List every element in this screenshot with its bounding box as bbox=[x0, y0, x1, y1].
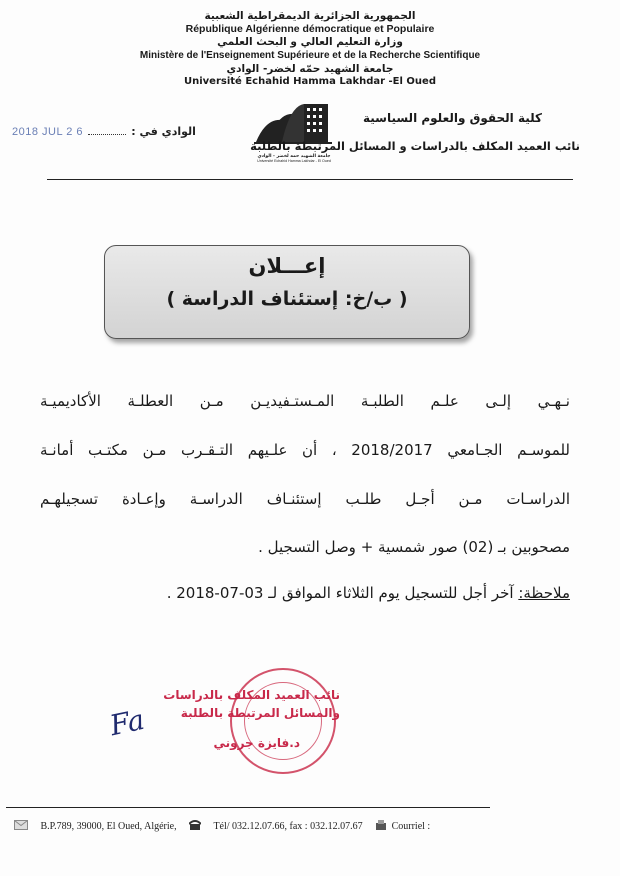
footer-tel-fax: Tél/ 032.12.07.66, fax : 032.12.07.67 bbox=[213, 820, 363, 832]
footer-email-label: Courriel : bbox=[391, 820, 431, 832]
announcement-subtitle: ( ب/خ: إستئناف الدراسة ) bbox=[166, 288, 408, 310]
logo-caption-arabic: جامعة الشهيد حمه لخضر - الوادي bbox=[257, 154, 331, 159]
vice-dean-office: نائب العميد المكلف بالدراسات و المسائل المرتبطة بالطلبة bbox=[250, 139, 580, 153]
announcement-box bbox=[104, 245, 470, 339]
logo-caption-french: Université Echahid Hamma Lakhdar - El Oued bbox=[257, 159, 331, 163]
footer-address: B.P.789, 39000, El Oued, Algérie, bbox=[40, 820, 177, 832]
republic-french: République Algérienne démocratique et Populaire bbox=[185, 23, 435, 35]
ministry-arabic: وزارة التعليم العالي و البحث العلمي bbox=[217, 36, 403, 48]
fax-icon bbox=[375, 820, 387, 833]
republic-arabic: الجمهورية الجزائرية الديمقراطية الشعبية bbox=[204, 10, 416, 22]
date-stamp: 2018 JUL 2 6 bbox=[12, 126, 84, 138]
body-line-1: نـهـي إلـى علـم الطلبـة المـستـفيديـن مـن العطلـة الأكاديميـة bbox=[40, 392, 570, 410]
body-line-2: للموسـم الجـامعي 2018/2017 ، أن علـيهم التـقـرب مـن مكتـب أمانـة bbox=[40, 441, 570, 459]
signature-block bbox=[80, 660, 340, 770]
note-line bbox=[40, 584, 570, 602]
signatory-name: د.فايزة جروني bbox=[213, 736, 300, 750]
note-label: ملاحظة: bbox=[518, 584, 570, 602]
note-text: آخر أجل للتسجيل يوم الثلاثاء الموافق لـ 03-07-2018 . bbox=[166, 584, 519, 602]
body-line-3: الدراسـات مـن أجـل طلـب إستئنـاف الدراسـة وإعـادة تسجيلهـم bbox=[40, 490, 570, 508]
signature-title-line-1: نائب العميد المكلف بالدراسات bbox=[163, 688, 340, 702]
body-line-4: مصحوبين بـ (02) صور شمسية + وصل التسجيل . bbox=[258, 538, 570, 556]
footer-divider bbox=[6, 807, 490, 808]
university-arabic: جامعة الشهيد حمّه لخضر- الوادي bbox=[226, 63, 394, 75]
date-line bbox=[12, 120, 196, 139]
faculty-name: كلية الحقوق والعلوم السياسية bbox=[362, 111, 542, 125]
phone-icon bbox=[189, 820, 201, 833]
envelope-icon bbox=[14, 820, 28, 833]
ministry-french: Ministère de l'Enseignement Supérieure et de la Recherche Scientifique bbox=[139, 50, 481, 61]
official-stamp bbox=[230, 668, 336, 774]
announcement-title: إعـــلان bbox=[248, 254, 326, 278]
signature-title-line-2: والمسائل المرتبطة بالطلبة bbox=[180, 706, 340, 720]
footer bbox=[14, 820, 440, 833]
university-french: Université Echahid Hamma Lakhdar -El Oued bbox=[184, 76, 436, 87]
date-label: الوادي في : bbox=[131, 125, 196, 138]
header-divider bbox=[47, 179, 573, 180]
handwritten-signature: Fa bbox=[106, 702, 148, 743]
